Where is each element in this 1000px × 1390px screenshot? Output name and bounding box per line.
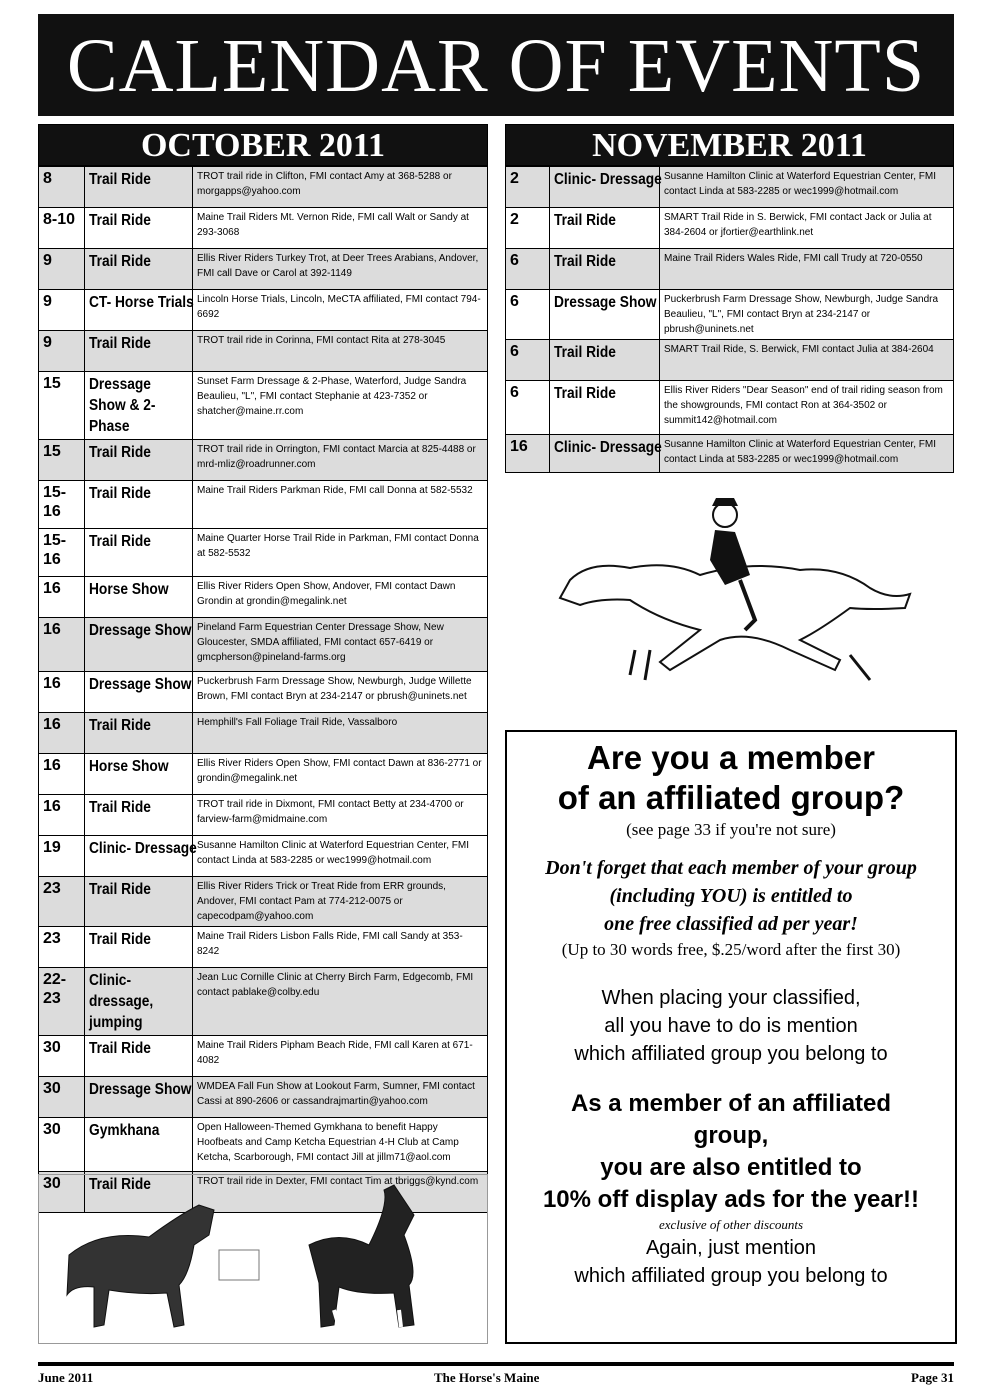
page-footer bbox=[38, 1362, 954, 1385]
event-row bbox=[39, 529, 488, 577]
event-type-label: Clinic- Dressage bbox=[554, 171, 662, 188]
ad-placing-line-2: all you have to do is mention bbox=[604, 1015, 858, 1037]
event-date: 23 bbox=[39, 877, 85, 927]
ad-exclusive-note: exclusive of other discounts bbox=[658, 1217, 804, 1232]
event-description: Maine Quarter Horse Trail Ride in Parkman, FMI contact Donna at 582-5532 bbox=[193, 529, 488, 577]
footer-date: June 2011 bbox=[38, 1370, 94, 1385]
event-description: TROT trail ride in Dexter, FMI contact Tim at tbriggs@kynd.com bbox=[193, 1172, 488, 1213]
event-description: TROT trail ride in Corinna, FMI contact Rita at 278-3045 bbox=[193, 331, 488, 372]
event-date: 8 bbox=[39, 167, 85, 208]
event-date: 23 bbox=[39, 927, 85, 968]
ad-headline-line-1: Are you a member bbox=[587, 739, 875, 776]
event-date: 6 bbox=[506, 340, 550, 381]
event-date: 6 bbox=[506, 249, 550, 290]
event-description: SMART Trail Ride in S. Berwick, FMI contact Jack or Julia at 384-2604 or jfortier@earthlink.net bbox=[660, 208, 954, 249]
event-type bbox=[85, 290, 193, 331]
event-row bbox=[506, 290, 954, 340]
event-row bbox=[39, 331, 488, 372]
event-description: Pineland Farm Equestrian Center Dressage Show, New Gloucester, SMDA affiliated, FMI contact 657-6419 or gmcpherson@pineland-farms.org bbox=[193, 618, 488, 672]
event-date: 9 bbox=[39, 290, 85, 331]
event-type bbox=[85, 577, 193, 618]
footer-publication: The Horse's Maine bbox=[434, 1370, 540, 1385]
event-type bbox=[550, 381, 660, 435]
event-description: Ellis River Riders "Dear Season" end of trail riding season from the showgrounds, FMI contact Ron at 364-3502 or summit142@hotmail.com bbox=[660, 381, 954, 435]
event-date: 30 bbox=[39, 1036, 85, 1077]
event-description: Sunset Farm Dressage & 2-Phase, Waterford, Judge Sandra Beaulieu, "L", FMI contact Stephanie at 423-7352 or shatcher@maine.rr.com bbox=[193, 372, 488, 440]
october-title: OCTOBER 2011 bbox=[38, 124, 488, 166]
ad-again-line-1: Again, just mention bbox=[645, 1237, 817, 1259]
event-row bbox=[39, 1118, 488, 1172]
event-row bbox=[39, 672, 488, 713]
event-type-label: Trail Ride bbox=[554, 344, 616, 361]
event-row bbox=[39, 618, 488, 672]
event-date: 15 bbox=[39, 440, 85, 481]
event-type bbox=[85, 481, 193, 529]
ad-member-line-1: As a member of an affiliated bbox=[570, 1090, 892, 1117]
event-row bbox=[506, 381, 954, 435]
event-type bbox=[85, 713, 193, 754]
event-type-label: Trail Ride bbox=[89, 717, 151, 734]
page-title: CALENDAR OF EVENTS bbox=[38, 14, 954, 116]
event-date: 15-16 bbox=[39, 481, 85, 529]
event-date: 8-10 bbox=[39, 208, 85, 249]
event-type bbox=[85, 331, 193, 372]
event-date: 16 bbox=[39, 672, 85, 713]
event-description: Puckerbrush Farm Dressage Show, Newburgh, Judge Willette Brown, FMI contact Bryn at 234-2147 or pbrush@uninets.net bbox=[193, 672, 488, 713]
event-date: 6 bbox=[506, 381, 550, 435]
event-type bbox=[85, 877, 193, 927]
event-type bbox=[85, 208, 193, 249]
event-type bbox=[85, 1077, 193, 1118]
event-type-label: Trail Ride bbox=[89, 253, 151, 270]
event-description: Susanne Hamilton Clinic at Waterford Equestrian Center, FMI contact Linda at 583-2285 or wec1999@hotmail.com bbox=[660, 167, 954, 208]
event-type bbox=[85, 968, 193, 1036]
event-type bbox=[85, 836, 197, 877]
event-type bbox=[550, 340, 660, 381]
event-description: SMART Trail Ride, S. Berwick, FMI contact Julia at 384-2604 bbox=[660, 340, 954, 381]
affiliated-group-ad bbox=[505, 730, 957, 1344]
event-description: Puckerbrush Farm Dressage Show, Newburgh, Judge Sandra Beaulieu, "L", FMI contact Bryn at 234-2147 or pbrush@uninets.net bbox=[660, 290, 954, 340]
event-date: 16 bbox=[506, 435, 550, 473]
event-row bbox=[39, 1077, 488, 1118]
event-type-label: Horse Show bbox=[89, 581, 169, 598]
event-type-label: Trail Ride bbox=[554, 385, 616, 402]
event-description: WMDEA Fall Fun Show at Lookout Farm, Sumner, FMI contact Cassi at 890-2606 or cassandrajmartin@yahoo.com bbox=[193, 1077, 488, 1118]
event-description: Maine Trail Riders Pipham Beach Ride, FMI call Karen at 671-4082 bbox=[193, 1036, 488, 1077]
horse-rider-illustration bbox=[550, 490, 920, 690]
event-description: TROT trail ride in Clifton, FMI contact Amy at 368-5288 or morgapps@yahoo.com bbox=[193, 167, 488, 208]
event-date: 22-23 bbox=[39, 968, 85, 1036]
event-description: TROT trail ride in Orrington, FMI contact Marcia at 825-4488 or mrd-mliz@roadrunner.com bbox=[193, 440, 488, 481]
event-type-label: Horse Show bbox=[89, 758, 169, 775]
november-section bbox=[505, 124, 954, 473]
event-description: TROT trail ride in Dixmont, FMI contact Betty at 234-4700 or farview-farm@midmaine.com bbox=[193, 795, 488, 836]
event-type-label: Trail Ride bbox=[89, 444, 151, 461]
event-row bbox=[39, 372, 488, 440]
event-row bbox=[39, 249, 488, 290]
event-type-label: Clinic- dressage, jumping bbox=[89, 972, 154, 1031]
ad-italic-line-1: Don't forget that each member of your group bbox=[545, 857, 917, 879]
event-type bbox=[85, 618, 193, 672]
ad-placing-line-3: which affiliated group you belong to bbox=[574, 1043, 888, 1065]
ad-member-line-2: group, bbox=[693, 1122, 769, 1149]
event-row bbox=[39, 290, 488, 331]
event-type-label: Trail Ride bbox=[89, 1040, 151, 1057]
event-date: 30 bbox=[39, 1077, 85, 1118]
event-row bbox=[39, 167, 488, 208]
event-date: 15-16 bbox=[39, 529, 85, 577]
event-type bbox=[85, 167, 193, 208]
event-description: Maine Trail Riders Lisbon Falls Ride, FMI call Sandy at 353-8242 bbox=[193, 927, 488, 968]
event-date: 30 bbox=[39, 1172, 85, 1213]
event-row bbox=[39, 1036, 488, 1077]
event-type bbox=[85, 1036, 193, 1077]
ad-again-line-2: which affiliated group you belong to bbox=[574, 1265, 888, 1287]
event-type-label: Trail Ride bbox=[89, 1176, 151, 1193]
ad-note: (see page 33 if you're not sure) bbox=[626, 820, 836, 839]
event-description: Jean Luc Cornille Clinic at Cherry Birch Farm, Edgecomb, FMI contact pablake@colby.edu bbox=[193, 968, 488, 1036]
event-row bbox=[506, 435, 954, 473]
event-type-label: Dressage Show & 2-Phase bbox=[89, 376, 156, 435]
event-date: 30 bbox=[39, 1118, 85, 1172]
event-description: Open Halloween-Themed Gymkhana to benefit Happy Hoofbeats and Camp Ketcha Equestrian 4-H Club at Camp Ketcha, Scarborough, FMI contact Jill at jillm71@aol.com bbox=[193, 1118, 488, 1172]
event-date: 16 bbox=[39, 754, 85, 795]
event-type bbox=[550, 249, 660, 290]
event-row bbox=[39, 877, 488, 927]
event-type bbox=[85, 1118, 193, 1172]
horses-illustration-box bbox=[38, 1174, 488, 1344]
event-date: 9 bbox=[39, 331, 85, 372]
event-type-label: Trail Ride bbox=[89, 931, 151, 948]
event-description: Lincoln Horse Trials, Lincoln, MeCTA affiliated, FMI contact 794-6692 bbox=[193, 290, 488, 331]
event-type-label: Trail Ride bbox=[554, 253, 616, 270]
event-type-label: CT- Horse Trials bbox=[89, 294, 194, 311]
event-type-label: Trail Ride bbox=[89, 485, 151, 502]
event-date: 15 bbox=[39, 372, 85, 440]
event-row bbox=[39, 577, 488, 618]
event-type-label: Trail Ride bbox=[554, 212, 616, 229]
ad-italic-line-2: (including YOU) is entitled to bbox=[609, 885, 853, 907]
event-row bbox=[506, 249, 954, 290]
event-type-label: Dressage Show bbox=[89, 622, 192, 639]
event-date: 6 bbox=[506, 290, 550, 340]
event-type-label: Trail Ride bbox=[89, 533, 151, 550]
event-description: Ellis River Riders Open Show, FMI contact Dawn at 836-2771 or grondin@megalink.net bbox=[193, 754, 488, 795]
event-description: Maine Trail Riders Parkman Ride, FMI call Donna at 582-5532 bbox=[193, 481, 488, 529]
event-type bbox=[85, 795, 193, 836]
event-type-label: Dressage Show bbox=[89, 676, 192, 693]
november-title: NOVEMBER 2011 bbox=[505, 124, 954, 166]
event-row bbox=[39, 440, 488, 481]
event-type bbox=[85, 754, 193, 795]
event-type-label: Gymkhana bbox=[89, 1122, 160, 1139]
event-row bbox=[506, 167, 954, 208]
event-description: Ellis River Riders Turkey Trot, at Deer Trees Arabians, Andover, FMI call Dave or Carol at 392-1149 bbox=[193, 249, 488, 290]
event-date: 16 bbox=[39, 618, 85, 672]
event-type-label: Trail Ride bbox=[89, 881, 151, 898]
event-type-label: Trail Ride bbox=[89, 335, 151, 352]
event-type-label: Trail Ride bbox=[89, 212, 151, 229]
event-row bbox=[39, 754, 488, 795]
event-row bbox=[39, 927, 488, 968]
event-type bbox=[85, 440, 193, 481]
event-type-label: Clinic- Dressage bbox=[554, 439, 662, 456]
event-description: Hemphill's Fall Foliage Trail Ride, Vassalboro bbox=[193, 713, 488, 754]
ad-words-note: (Up to 30 words free, $.25/word after the first 30) bbox=[561, 940, 901, 959]
event-row bbox=[506, 208, 954, 249]
event-date: 16 bbox=[39, 713, 85, 754]
october-section bbox=[38, 124, 488, 1213]
event-row bbox=[39, 208, 488, 249]
event-date: 2 bbox=[506, 167, 550, 208]
ad-placing-line-1: When placing your classified, bbox=[601, 987, 861, 1009]
event-description: Ellis River Riders Open Show, Andover, FMI contact Dawn Grondin at grondin@megalink.net bbox=[193, 577, 488, 618]
event-description: Maine Trail Riders Mt. Vernon Ride, FMI call Walt or Sandy at 293-3068 bbox=[193, 208, 488, 249]
event-type bbox=[85, 927, 193, 968]
november-table bbox=[505, 166, 954, 473]
event-row bbox=[39, 836, 488, 877]
event-description: Ellis River Riders Trick or Treat Ride from ERR grounds, Andover, FMI contact Pam at 774-212-0075 or capecodpam@yahoo.com bbox=[193, 877, 488, 927]
event-type bbox=[550, 208, 660, 249]
event-type bbox=[550, 167, 660, 208]
event-type bbox=[550, 290, 660, 340]
event-description: Susanne Hamilton Clinic at Waterford Equestrian Center, FMI contact Linda at 583-2285 or wec1999@hotmail.com bbox=[660, 435, 954, 473]
ad-headline-line-2: of an affiliated group? bbox=[557, 779, 905, 816]
event-type bbox=[85, 372, 193, 440]
event-type bbox=[85, 672, 193, 713]
event-row bbox=[39, 795, 488, 836]
event-description: Maine Trail Riders Wales Ride, FMI call Trudy at 720-0550 bbox=[660, 249, 954, 290]
event-type-label: Clinic- Dressage bbox=[89, 840, 197, 857]
event-description: Susanne Hamilton Clinic at Waterford Equestrian Center, FMI contact Linda at 583-2285 or wec1999@hotmail.com bbox=[193, 836, 488, 877]
event-type-label: Dressage Show bbox=[554, 294, 657, 311]
event-type bbox=[85, 249, 193, 290]
event-date: 9 bbox=[39, 249, 85, 290]
event-row bbox=[506, 340, 954, 381]
event-date: 16 bbox=[39, 795, 85, 836]
event-type-label: Dressage Show bbox=[89, 1081, 192, 1098]
ad-member-line-4: 10% off display ads for the year!! bbox=[542, 1186, 920, 1213]
event-date: 16 bbox=[39, 577, 85, 618]
event-type-label: Trail Ride bbox=[89, 799, 151, 816]
event-date: 2 bbox=[506, 208, 550, 249]
footer-page-number: Page 31 bbox=[911, 1370, 954, 1385]
event-row bbox=[39, 713, 488, 754]
october-table bbox=[38, 166, 488, 1213]
event-type-label: Trail Ride bbox=[89, 171, 151, 188]
ad-italic-line-3: one free classified ad per year! bbox=[604, 913, 858, 935]
ad-member-line-3: you are also entitled to bbox=[600, 1154, 862, 1181]
event-type bbox=[550, 435, 660, 473]
event-row bbox=[39, 968, 488, 1036]
horses-illustration bbox=[39, 1175, 485, 1341]
event-row bbox=[39, 481, 488, 529]
event-date: 19 bbox=[39, 836, 85, 877]
event-type bbox=[85, 529, 193, 577]
